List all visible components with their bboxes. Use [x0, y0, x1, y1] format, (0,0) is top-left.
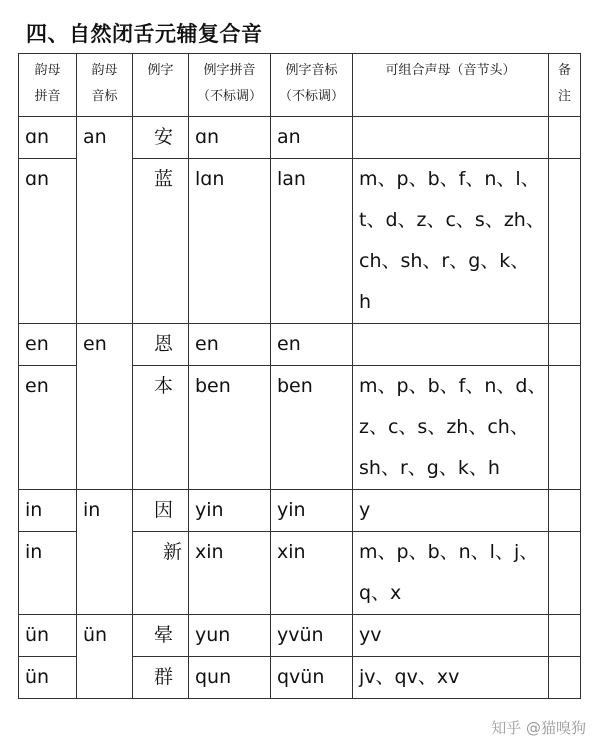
- example-ipa-cell: ben: [271, 366, 353, 490]
- header-rhyme-pinyin: 韵母 拼音: [19, 54, 77, 117]
- notes-cell: [549, 159, 581, 324]
- header-row: [19, 54, 581, 117]
- initials-line: m、p、b、f、n、l、: [359, 168, 540, 190]
- notes-cell: [549, 615, 581, 657]
- rhyme-pinyin-cell: in: [19, 532, 77, 615]
- notes-cell: [549, 657, 581, 699]
- initials-line: ch、sh、r、g、k、: [359, 250, 530, 272]
- rhyme-ipa-cell: ün: [77, 615, 133, 699]
- example-char-cell: 蓝: [133, 159, 189, 324]
- example-char-cell: 晕: [133, 615, 189, 657]
- initials-line: m、p、b、f、n、d、: [359, 375, 547, 397]
- rhyme-ipa-cell: an: [77, 117, 133, 324]
- example-ipa-cell: lan: [271, 159, 353, 324]
- initials-line: h: [359, 291, 372, 313]
- example-char-cell: 因: [133, 490, 189, 532]
- example-pinyin-cell: ben: [189, 366, 271, 490]
- initials-line: sh、r、g、k、h: [359, 457, 500, 479]
- notes-cell: [549, 117, 581, 159]
- initials-cell: jv、qv、xv: [353, 657, 549, 699]
- example-ipa-cell: yin: [271, 490, 353, 532]
- example-char-cell: 恩: [133, 324, 189, 366]
- header-rhyme-ipa: 韵母 音标: [77, 54, 133, 117]
- rhyme-pinyin-cell: en: [19, 366, 77, 490]
- table-row: [19, 117, 581, 159]
- example-char-cell: 群: [133, 657, 189, 699]
- initials-cell: [353, 324, 549, 366]
- initials-cell: [353, 532, 549, 615]
- example-ipa-cell: en: [271, 324, 353, 366]
- example-pinyin-cell: xin: [189, 532, 271, 615]
- initials-cell: [353, 159, 549, 324]
- initials-line: t、d、z、c、s、zh、: [359, 209, 545, 231]
- example-char-cell: 新: [133, 532, 189, 615]
- section-title: 四、自然闭舌元辅复合音: [26, 22, 263, 46]
- example-ipa-cell: yvün: [271, 615, 353, 657]
- initials-line: m、p、b、n、l、j、: [359, 541, 539, 563]
- header-example-ipa: 例字音标 （不标调）: [271, 54, 353, 117]
- rhyme-pinyin-cell: ɑn: [19, 117, 77, 159]
- rhyme-ipa-cell: en: [77, 324, 133, 490]
- header-notes: 备 注: [549, 54, 581, 117]
- rhyme-pinyin-cell: in: [19, 490, 77, 532]
- rhyme-pinyin-cell: ɑn: [19, 159, 77, 324]
- notes-cell: [549, 490, 581, 532]
- example-pinyin-cell: lɑn: [189, 159, 271, 324]
- initials-cell: [353, 117, 549, 159]
- example-ipa-cell: qvün: [271, 657, 353, 699]
- example-pinyin-cell: ɑn: [189, 117, 271, 159]
- rhyme-pinyin-cell: en: [19, 324, 77, 366]
- initials-cell: [353, 366, 549, 490]
- example-pinyin-cell: qun: [189, 657, 271, 699]
- initials-cell: y: [353, 490, 549, 532]
- rhyme-pinyin-cell: ün: [19, 657, 77, 699]
- example-ipa-cell: xin: [271, 532, 353, 615]
- example-pinyin-cell: yun: [189, 615, 271, 657]
- example-pinyin-cell: yin: [189, 490, 271, 532]
- example-char-cell: 本: [133, 366, 189, 490]
- notes-cell: [549, 324, 581, 366]
- header-initials: 可组合声母（音节头）: [353, 54, 549, 117]
- table-row: [19, 324, 581, 366]
- header-example-pinyin: 例字拼音 （不标调）: [189, 54, 271, 117]
- rhyme-ipa-cell: in: [77, 490, 133, 615]
- watermark: 知乎 @猫嗅狗: [491, 719, 586, 737]
- example-ipa-cell: an: [271, 117, 353, 159]
- rhyme-pinyin-cell: ün: [19, 615, 77, 657]
- initials-cell: yv: [353, 615, 549, 657]
- initials-line: q、x: [359, 582, 402, 604]
- header-example-char: 例字: [133, 54, 189, 117]
- example-char-cell: 安: [133, 117, 189, 159]
- notes-cell: [549, 366, 581, 490]
- example-pinyin-cell: en: [189, 324, 271, 366]
- table-row: [19, 615, 581, 657]
- table-row: [19, 490, 581, 532]
- notes-cell: [549, 532, 581, 615]
- initials-line: z、c、s、zh、ch、: [359, 416, 529, 438]
- pinyin-table: [18, 53, 581, 699]
